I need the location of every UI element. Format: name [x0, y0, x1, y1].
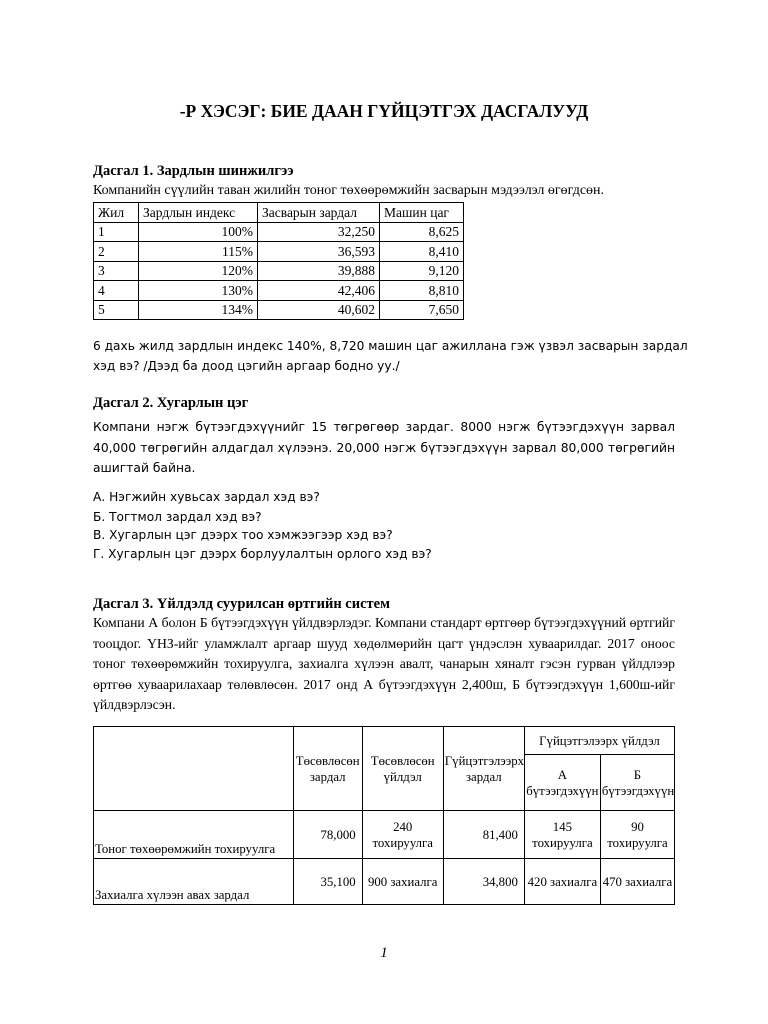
cell-cost: 36,593: [258, 242, 380, 262]
cell-index: 115%: [139, 242, 258, 262]
exercise-1-question-line-2: хэд вэ? /Дээд ба доод цэгийн аргаар бодно уу./: [93, 359, 400, 373]
table-row: [94, 222, 464, 242]
table-header-row: [94, 727, 675, 755]
exercise-3-title: Дасгал 3. Үйлдэлд суурилсан өртгийн систем: [93, 596, 390, 612]
cell-planned-activity: 240 тохируулга: [362, 811, 443, 859]
exercise-3-paragraph: Компани А болон Б бүтээгдэхүүн үйлдвэрлэдэг. Компани стандарт өртгөөр бүтээгдэхүүний өртгийг тооцдог. ҮНЗ-ийг уламжлалт аргаар шууд хөдөлмөрийн цагт үндэслэн хуваарилдаг. 2017 оноос тоног төхөөрөмжийн тохируулга, захиалга хүлээн авалт, чанарын хяналт гэсэн гурван үйлдлээр өртгөө хуваарилахаар төлөвлөсөн. 2017 онд А бүтээгдэхүүн 2,400ш, Б бүтээгдэхүүн 1,600ш-ийг үйлдвэрлэсэн.: [93, 615, 675, 712]
cell-hours: 8,810: [380, 281, 464, 301]
cell-year: 1: [94, 222, 139, 242]
cell-hours: 8,410: [380, 242, 464, 262]
exercise-2-question-v: В. Хугарлын цэг дээрх тоо хэмжээгээр хэд вэ?: [93, 528, 393, 542]
cell-product-b: 470 захиалга: [600, 859, 674, 905]
header-machine-hours: Машин цаг: [380, 203, 464, 223]
header-planned-cost: Төсөвлөсөн зардал: [293, 727, 362, 811]
header-actual-cost: Гүйцэтгэлээрх зардал: [443, 727, 524, 811]
header-empty: [94, 727, 294, 811]
cell-activity-name: Захиалга хүлээн авах зардал: [94, 859, 294, 905]
cell-index: 100%: [139, 222, 258, 242]
header-year: Жил: [94, 203, 139, 223]
exercise-2-question-a: А. Нэгжийн хувьсах зардал хэд вэ?: [93, 490, 320, 504]
table-row: [94, 300, 464, 320]
cell-year: 2: [94, 242, 139, 262]
cell-hours: 9,120: [380, 261, 464, 281]
cell-year: 3: [94, 261, 139, 281]
cell-planned-cost: 78,000: [293, 811, 362, 859]
exercise-1-intro: Компанийн сүүлийн таван жилийн тоног төхөөрөмжийн засварын мэдээлэл өгөгдсөн.: [93, 183, 605, 198]
cell-cost: 39,888: [258, 261, 380, 281]
cell-hours: 7,650: [380, 300, 464, 320]
cell-product-a: 145 тохируулга: [524, 811, 600, 859]
page-heading: -Р ХЭСЭГ: БИЕ ДААН ГҮЙЦЭТГЭХ ДАСГАЛУУД: [179, 101, 589, 121]
table-row: [94, 859, 675, 905]
header-cost-index: Зардлын индекс: [139, 203, 258, 223]
header-product-b: Б бүтээгдэхүүн: [600, 755, 674, 811]
cell-index: 134%: [139, 300, 258, 320]
table-row: [94, 811, 675, 859]
exercise-1-title: Дасгал 1. Зардлын шинжилгээ: [93, 163, 294, 179]
cell-year: 4: [94, 281, 139, 301]
cell-planned-cost: 35,100: [293, 859, 362, 905]
exercise-2-title: Дасгал 2. Хугарлын цэг: [93, 395, 249, 411]
header-actual-activity-group: Гүйцэтгэлээрх үйлдэл: [524, 727, 674, 755]
cell-product-a: 420 захиалга: [524, 859, 600, 905]
cell-planned-activity: 900 захиалга: [362, 859, 443, 905]
table-row: [94, 242, 464, 262]
table-header-row: [94, 203, 464, 223]
exercise-2-question-g: Г. Хугарлын цэг дээрх борлуулалтын орлого хэд вэ?: [93, 547, 432, 561]
table-row: [94, 281, 464, 301]
cell-cost: 42,406: [258, 281, 380, 301]
cell-actual-cost: 81,400: [443, 811, 524, 859]
cell-index: 120%: [139, 261, 258, 281]
cell-activity-name: Тоног төхөөрөмжийн тохируулга: [94, 811, 294, 859]
cell-index: 130%: [139, 281, 258, 301]
cell-cost: 40,602: [258, 300, 380, 320]
page-number: 1: [380, 945, 388, 961]
cell-cost: 32,250: [258, 222, 380, 242]
header-product-a: А бүтээгдэхүүн: [524, 755, 600, 811]
cell-year: 5: [94, 300, 139, 320]
activity-cost-table: [93, 726, 675, 905]
exercise-2-paragraph: Компани нэгж бүтээгдэхүүнийг 15 төгрөгөөр зардаг. 8000 нэгж бүтээгдэхүүн зарвал 40,000 төгрөгийн алдагдал хүлээнэ. 20,000 нэгж бүтээгдэхүүн зарвал 80,000 төгрөгийн ашигтай байна.: [93, 420, 675, 475]
cost-data-table: [93, 202, 464, 320]
exercise-1-question-line-1: 6 дахь жилд зардлын индекс 140%, 8,720 машин цаг ажиллана гэж үзвэл засварын зардал: [93, 339, 688, 353]
exercise-2-question-b: Б. Тогтмол зардал хэд вэ?: [93, 510, 262, 524]
cell-actual-cost: 34,800: [443, 859, 524, 905]
table-row: [94, 261, 464, 281]
cell-hours: 8,625: [380, 222, 464, 242]
header-planned-activity: Төсөвлөсөн үйлдэл: [362, 727, 443, 811]
header-repair-cost: Засварын зардал: [258, 203, 380, 223]
cell-product-b: 90 тохируулга: [600, 811, 674, 859]
